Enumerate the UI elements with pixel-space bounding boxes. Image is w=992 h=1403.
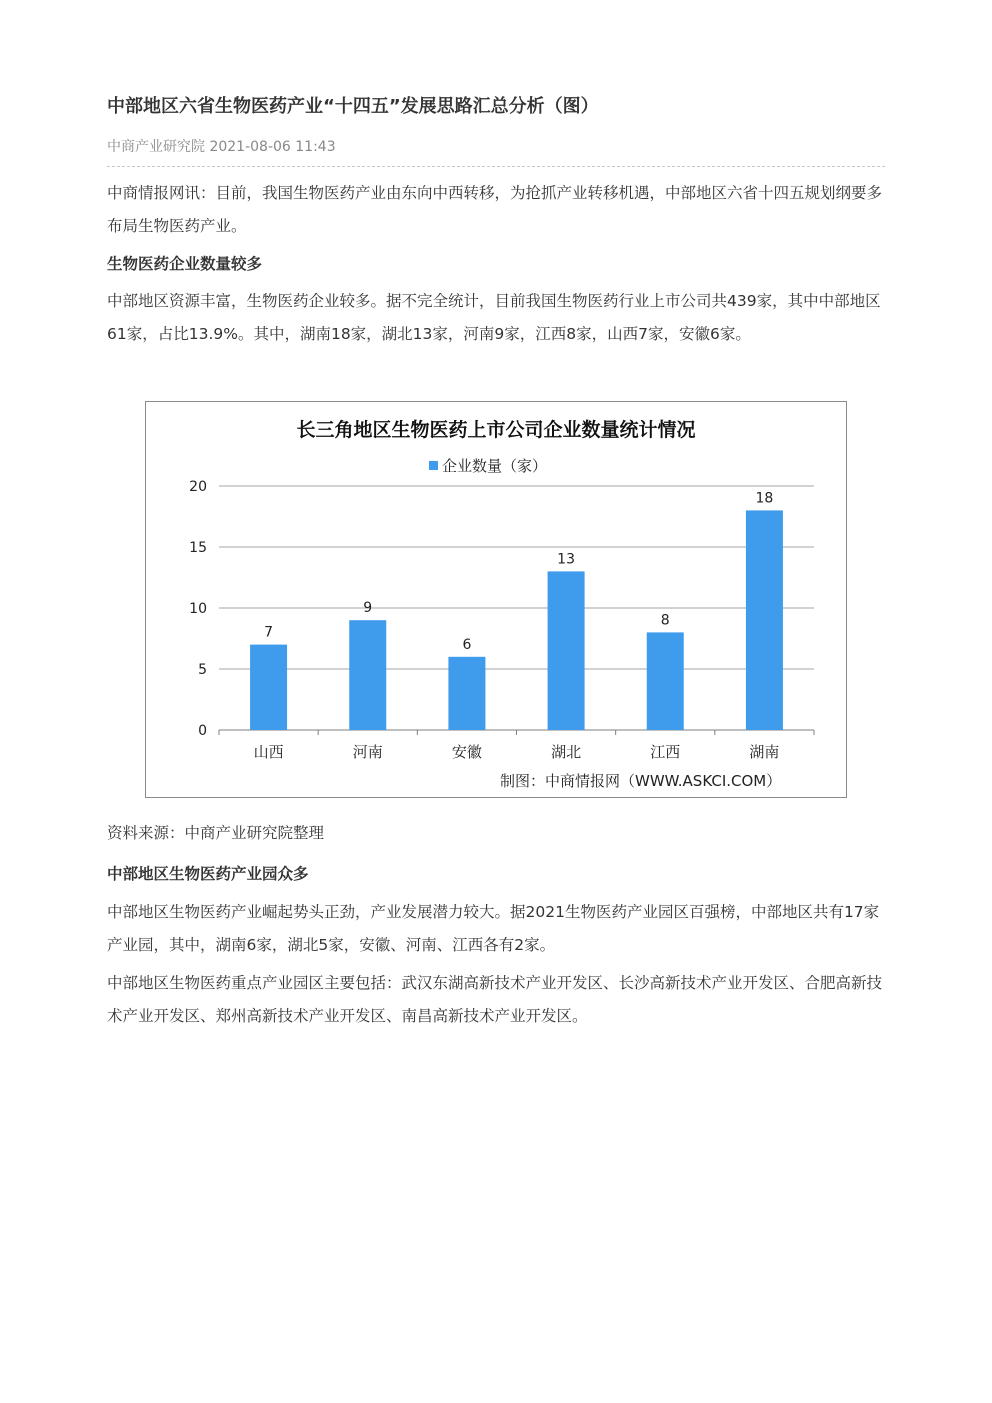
legend-label: 企业数量（家） — [442, 457, 548, 475]
y-tick-label: 10 — [189, 601, 207, 617]
bar-3 — [448, 657, 485, 730]
x-category-label: 安徽 — [451, 743, 482, 761]
y-tick-label: 20 — [189, 479, 207, 495]
data-label: 8 — [660, 612, 670, 629]
chart-credit: 制图：中商情报网（WWW.ASKCI.COM） — [500, 772, 782, 790]
x-category-label: 河南 — [352, 743, 383, 761]
section-heading-enterprises: 生物医药企业数量较多 — [107, 255, 263, 273]
y-tick-label: 15 — [189, 540, 207, 556]
bar-6 — [746, 510, 783, 730]
bar-chart — [145, 401, 847, 798]
section-heading-parks: 中部地区生物医药产业园众多 — [107, 865, 309, 883]
bar-4 — [548, 571, 585, 730]
key-parks-paragraph: 中部地区生物医药重点产业园区主要包括：武汉东湖高新技术产业开发区、长沙高新技术产业开发区、合肥高新技术产业开发区、郑州高新技术产业开发区、南昌高新技术产业开发区。 — [107, 974, 883, 1025]
data-label: 6 — [462, 636, 472, 653]
source-note: 资料来源：中商产业研究院整理 — [107, 824, 325, 842]
chart-legend — [429, 457, 547, 475]
x-category-label: 湖南 — [749, 743, 780, 761]
bar-chart-svg — [146, 402, 846, 797]
x-category-label: 山西 — [253, 743, 284, 761]
chart-title: 长三角地区生物医药上市公司企业数量统计情况 — [296, 419, 696, 441]
bar-1 — [250, 645, 287, 730]
data-label: 18 — [755, 490, 774, 507]
y-tick-label: 5 — [198, 662, 207, 678]
article-title: 中部地区六省生物医药产业“十四五”发展思路汇总分析（图） — [107, 96, 599, 117]
parks-paragraph: 中部地区生物医药产业崛起势头正劲，产业发展潜力较大。据2021生物医药产业园区百强榜，中部地区共有17家产业园，其中，湖南6家，湖北5家，安徽、河南、江西各有2家。 — [107, 903, 880, 954]
x-category-label: 江西 — [650, 743, 681, 761]
enterprises-paragraph: 中部地区资源丰富，生物医药企业较多。据不完全统计，目前我国生物医药行业上市公司共439家，其中中部地区61家，占比13.9%。其中，湖南18家，湖北13家，河南9家，江西8家，山西7家，安徽6家。 — [107, 292, 881, 343]
y-tick-label: 0 — [198, 723, 207, 739]
data-label: 9 — [363, 600, 373, 617]
x-category-label: 湖北 — [551, 743, 582, 761]
legend-swatch — [429, 461, 438, 470]
data-label: 13 — [557, 551, 575, 568]
bar-5 — [647, 632, 684, 730]
divider — [107, 166, 885, 167]
intro-paragraph: 中商情报网讯：目前，我国生物医药产业由东向中西转移，为抢抓产业转移机遇，中部地区六省十四五规划纲要多布局生物医药产业。 — [107, 184, 883, 235]
bar-2 — [349, 620, 386, 730]
article-meta: 中商产业研究院 2021-08-06 11:43 — [107, 139, 336, 155]
data-label: 7 — [264, 624, 274, 641]
